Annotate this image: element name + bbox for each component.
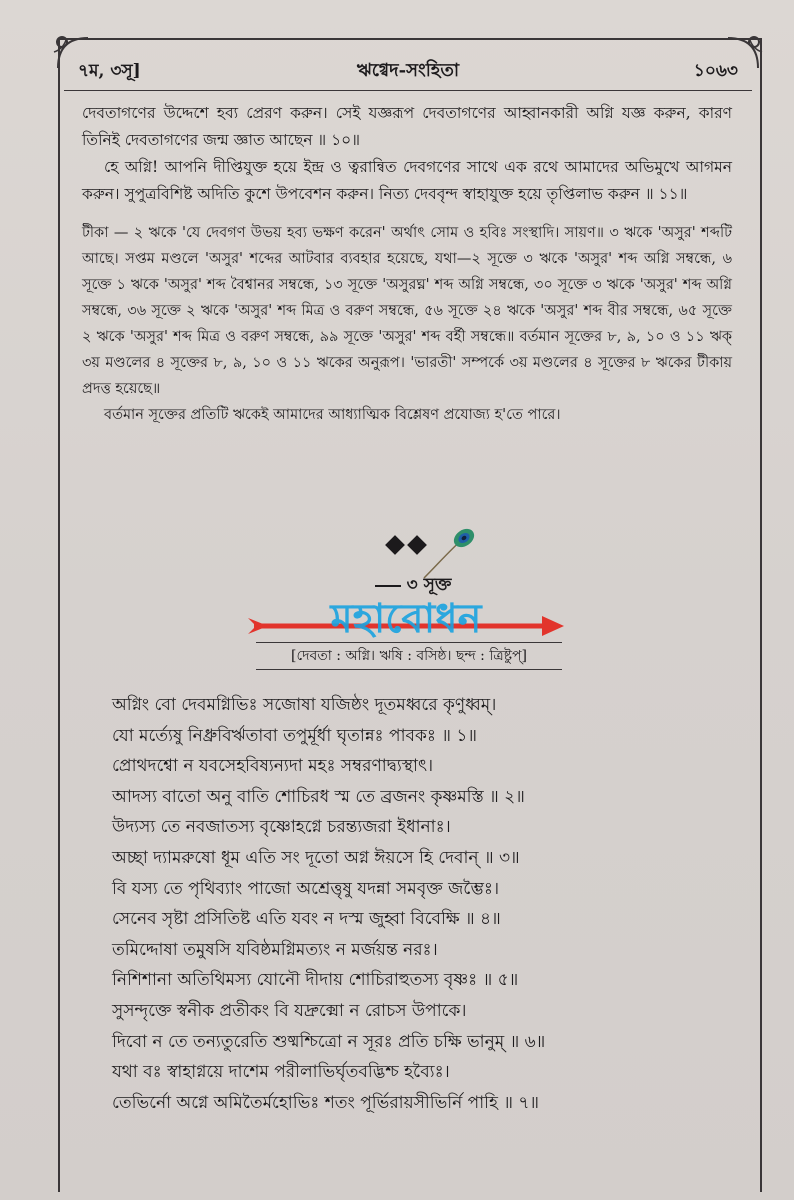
sukta-meta: [দেবতা : অগ্নি। ঋষি : বসিষ্ঠ। ছন্দ : ত্রিষ্টুপ্] xyxy=(256,642,562,670)
verse-line: তমিদ্দোষা তমুষসি যবিষ্ঠমগ্নিমত্যং ন মর্জয়ন্ত নরঃ। xyxy=(112,939,438,960)
paragraph-1: দেবতাগণের উদ্দেশে হব্য প্রেরণ করুন। সেই যজ্ঞরূপ দেবতাগণের আহ্বানকারী অগ্নি যজ্ঞ করুন, কারণ তিনিই দেবতাগণের জন্ম জ্ঞাত আছেন ॥ ১০॥ xyxy=(82,104,732,149)
sukta-title-text: ৩ সূক্ত xyxy=(406,575,452,595)
verse-line: সুসন্দৃক্তে স্বনীক প্রতীকং বি যদ্রুক্মো ন রোচস উপাকে। xyxy=(112,1000,467,1021)
verse-line: দিবো ন তে তন্যতুরেতি শুষ্মশ্চিত্রো ন সূরঃ প্রতি চক্ষি ভানুম্ ॥ ৬॥ xyxy=(112,1031,546,1052)
verse-block xyxy=(112,690,712,1118)
verse-line: বি যস্য তে পৃথিব্যাং পাজো অশ্রেত্তৃষু যদন্না সমবৃক্ত জম্ভৈঃ। xyxy=(112,878,500,899)
verse-line: নিশিশানা অতিথিমস্য যোনৌ দীদায় শোচিরাহুতস্য বৃষ্ণঃ ॥ ৫॥ xyxy=(112,970,519,991)
page-number: ১০৬৩ xyxy=(693,61,738,81)
verse-line: যো মর্ত্যেষু নিধ্রুবির্ঋতাবা তপুর্মূর্ধা ঘৃতান্নঃ পাবকঃ ॥ ১॥ xyxy=(112,725,477,746)
verse-line: যথা বঃ স্বাহাগ্নয়ে দাশেম পরীলাভির্ঘৃতবদ্ভিশ্চ হব্যৈঃ। xyxy=(112,1062,450,1083)
tika-note: টীকা — ২ ঋকে 'যে দেবগণ উভয় হব্য ভক্ষণ করেন' অর্থাৎ সোম ও হবিঃ সংস্থাদি। সায়ণ॥ ৩ ঋকে 'অসুর' শব্দটি আছে। সপ্তম মণ্ডলে 'অসুর' শব্দের আটবার ব্যবহার হয়েছে, যথা—২ সূক্তে ৩ ঋকে 'অসুর' শব্দ অগ্নি সম্বন্ধে, ৬ সূক্তে ১ ঋকে 'অসুর' শব্দ বৈশ্বানর সম্বন্ধে, ১৩ সূক্তে 'অসুরঘ্ন' শব্দ অগ্নি সম্বন্ধে, ৩০ সূক্তে ৩ ঋকে 'অসুর' শব্দ অগ্নি সম্বন্ধে, ৩৬ সূক্তে ২ ঋকে 'অসুর' শব্দ মিত্র ও বরুণ সম্বন্ধে, ৫৬ সূক্তে ২৪ ঋকে 'অসুর' শব্দ বীর সম্বন্ধে, ৬৫ সূক্তে ২ ঋকে 'অসুর' শব্দ মিত্র ও বরুণ সম্বন্ধে, ৯৯ সূক্তে 'অসুর' শব্দ বর্হী সম্বন্ধে॥ বর্তমান সূক্তের ৮, ৯, ১০ ও ১১ ঋক্ ৩য় মণ্ডলের ৪ সূক্তের ৮, ৯, ১০ ও ১১ ঋকের অনুরূপ। 'ভারতী' সম্পর্কে ৩য় মণ্ডলের ৪ সূক্তের ৮ ঋকের টীকায় প্রদত্ত হয়েছে॥ xyxy=(82,225,732,397)
verse-line: উদ্যস্য তে নবজাতস্য বৃষ্ণোহগ্নে চরন্ত্যজরা ইধানাঃ। xyxy=(112,817,451,838)
chapter-ref: ৭ম, ৩সূ] xyxy=(78,61,141,81)
watermark-text: মহাবোধন xyxy=(330,596,482,642)
running-header xyxy=(64,50,752,90)
book-title: ঋগ্বেদ-সংহিতা xyxy=(356,60,460,81)
paragraph-2: হে অগ্নি! আপনি দীপ্তিযুক্ত হয়ে ইন্দ্র ও ত্বরান্বিত দেবগণের সাথে এক রথে আমাদের অভিমুখে আগমন করুন। সুপুত্রবিশিষ্ট অদিতি কুশে উপবেশন করুন। নিত্য দেববৃন্দ স্বাহাযুক্ত হয়ে তৃপ্তিলাভ করুন ॥ ১১॥ xyxy=(82,158,732,203)
verse-line: অচ্ছা দ্যামরুষো ধূম এতি সং দূতো অগ্ন ঈয়সে হি দেবান্ ॥ ৩॥ xyxy=(112,847,520,868)
commentary-text xyxy=(82,100,732,428)
verse-line: অগ্নিং বো দেবমগ্নিভিঃ সজোষা যজিষ্ঠং দূতমধ্বরে কৃণুধ্বম্। xyxy=(112,695,497,715)
analysis-note: বর্তমান সূক্তের প্রতিটি ঋকেই আমাদের আধ্যাত্মিক বিশ্লেষণ প্রযোজ্য হ'তে পারে। xyxy=(104,407,561,423)
verse-line: তেভির্নো অগ্নে অমিতৈর্মহোভিঃ শতং পূর্ভিরায়সীভির্নি পাহি ॥ ৭॥ xyxy=(112,1092,540,1113)
diamond-icon xyxy=(385,535,405,555)
verse-line: প্রোথদশ্বো ন যবসেহবিষ্যন্যদা মহঃ সম্বরণাদ্ব্যস্থাৎ। xyxy=(112,756,434,777)
verse-line: সেনেব সৃষ্টা প্রসিতিষ্ট এতি যবং ন দস্ম জুহ্বা বিবেক্ষি ॥ ৪॥ xyxy=(112,909,501,930)
verse-line: আদস্য বাতো অনু বাতি শোচিরধ স্ম তে ব্রজনং কৃষ্ণমস্তি ॥ ২॥ xyxy=(112,786,525,807)
